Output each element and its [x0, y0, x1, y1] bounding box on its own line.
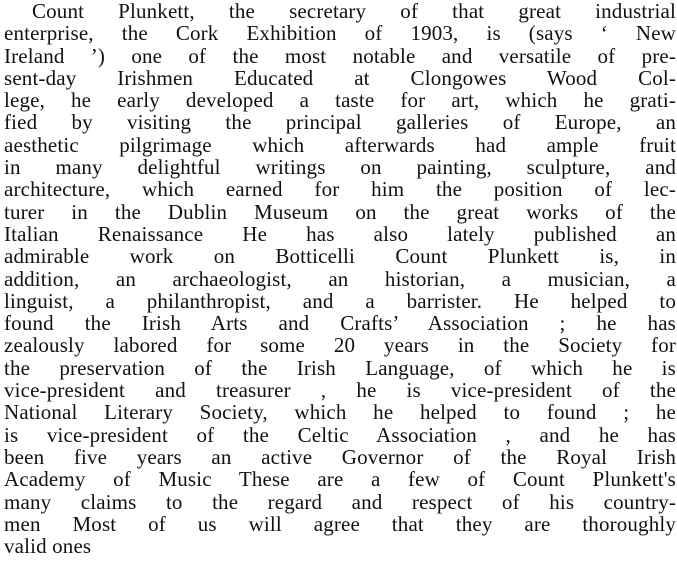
- text-line: is vice-president of the Celtic Association , and he has: [4, 422, 676, 447]
- text-line: found the Irish Arts and Crafts’ Association ; he has: [4, 311, 676, 336]
- text-line: Academy of Music These are a few of Count Plunkett's: [4, 467, 676, 492]
- text-line: linguist, a philanthropist, and a barrister. He helped to: [4, 288, 676, 313]
- text-line: admirable work on Botticelli Count Plunkett is, in: [4, 244, 676, 269]
- text-line: Italian Renaissance He has also lately published an: [4, 221, 676, 246]
- text-line: sent-day Irishmen Educated at Clongowes Wood Col-: [4, 65, 676, 90]
- text-line: men Most of us will agree that they are thoroughly: [4, 511, 676, 536]
- text-line: lege, he early developed a taste for art, which he grati-: [4, 88, 676, 113]
- text-line: valid ones: [4, 534, 92, 559]
- text-line: Count Plunkett, the secretary of that great industrial: [32, 0, 676, 23]
- text-line: vice-president and treasurer , he is vice-president of the: [4, 378, 676, 403]
- text-line: enterprise, the Cork Exhibition of 1903, is (says ‘ New: [4, 21, 676, 46]
- text-line: turer in the Dublin Museum on the great works of the: [4, 199, 676, 224]
- article-body: [4, 0, 676, 557]
- text-line: aesthetic pilgrimage which afterwards had ample fruit: [4, 132, 676, 157]
- text-line: addition, an archaeologist, an historian, a musician, a: [4, 266, 676, 291]
- text-line: fied by visiting the principal galleries of Europe, an: [4, 110, 676, 135]
- text-line: in many delightful writings on painting, sculpture, and: [4, 155, 676, 180]
- text-line: been five years an active Governor of the Royal Irish: [4, 444, 676, 469]
- text-line: Ireland ’) one of the most notable and versatile of pre-: [4, 43, 676, 68]
- text-line: many claims to the regard and respect of his country-: [4, 489, 676, 514]
- text-line: National Literary Society, which he helped to found ; he: [4, 400, 676, 425]
- text-line: the preservation of the Irish Language, of which he is: [4, 355, 676, 380]
- text-line: architecture, which earned for him the position of lec-: [4, 177, 676, 202]
- text-line: zealously labored for some 20 years in the Society for: [4, 333, 676, 358]
